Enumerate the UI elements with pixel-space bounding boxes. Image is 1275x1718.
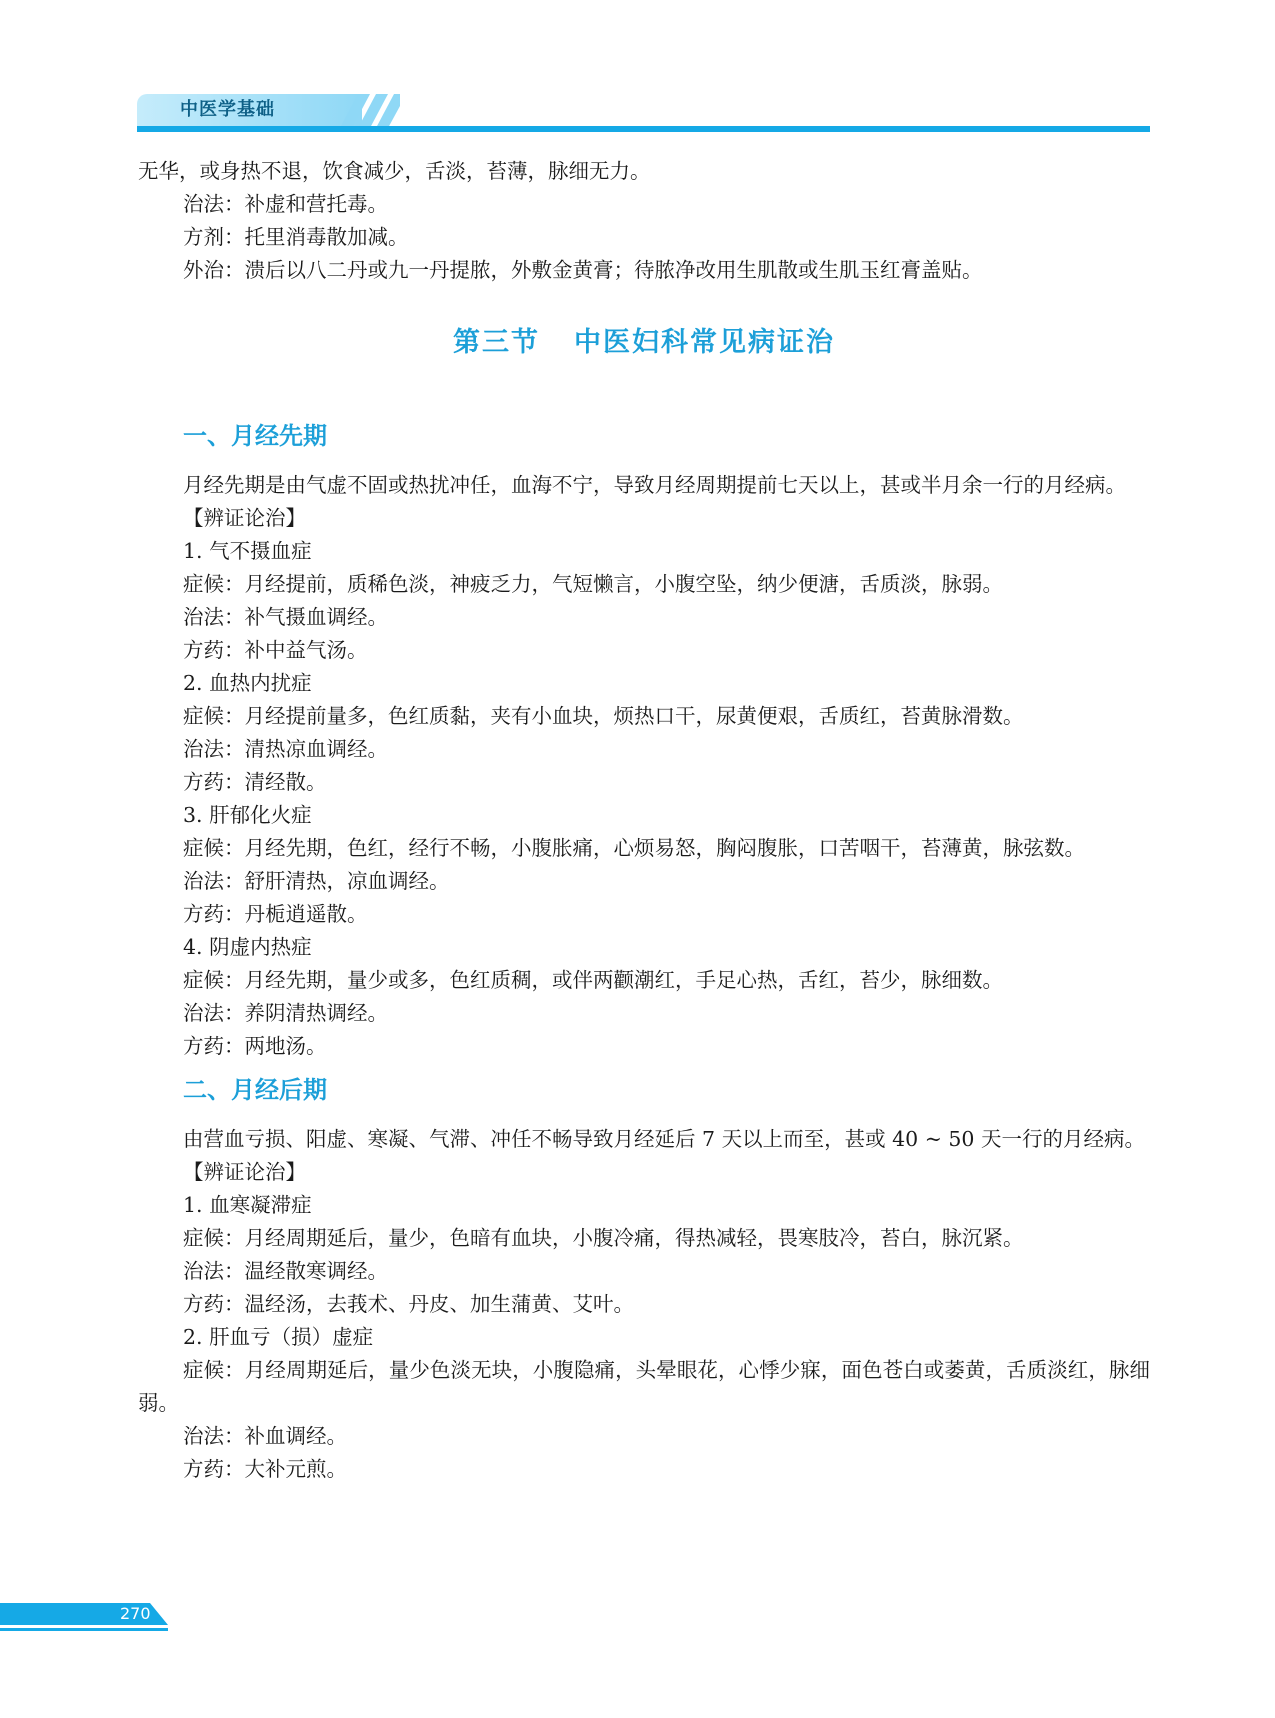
recipe-line: 方药：清经散。	[183, 770, 327, 794]
intro-paragraph: 由营血亏损、阳虚、寒凝、气滞、冲任不畅导致月经延后 7 天以上而至，甚或 40 ~ 50 天一行的月经病。	[183, 1127, 1145, 1151]
text-line: 外治：溃后以八二丹或九一丹提脓，外敷金黄膏；待脓净改用生肌散或生肌玉红膏盖贴。	[183, 258, 983, 282]
recipe-line: 方药：两地汤。	[183, 1034, 327, 1058]
syndrome-name: 4. 阴虚内热症	[183, 935, 312, 959]
syndrome-name: 2. 肝血亏（损）虚症	[183, 1325, 374, 1349]
recipe-line: 方药：补中益气汤。	[183, 638, 368, 662]
book-title: 中医学基础	[180, 99, 275, 120]
header-rule	[137, 126, 1150, 132]
syndrome-name: 2. 血热内扰症	[183, 671, 312, 695]
syndrome-name: 1. 血寒凝滞症	[183, 1193, 312, 1217]
method-line: 治法：补血调经。	[183, 1424, 347, 1448]
symptom-line: 症候：月经提前，质稀色淡，神疲乏力，气短懒言，小腹空坠，纳少便溏，舌质淡，脉弱。	[183, 572, 1003, 596]
intro-paragraph: 月经先期是由气虚不固或热扰冲任，血海不宁，导致月经周期提前七天以上，甚或半月余一行的月经病。	[183, 473, 1126, 497]
symptom-line: 症候：月经先期，量少或多，色红质稠，或伴两颧潮红，手足心热，舌红，苔少，脉细数。	[183, 968, 1003, 992]
bianzheng-heading: 【辨证论治】	[183, 506, 306, 530]
syndrome-name: 1. 气不摄血症	[183, 539, 312, 563]
subsection-title: 二、月经后期	[183, 1076, 327, 1104]
text-line: 治法：补虚和营托毒。	[183, 192, 388, 216]
bianzheng-heading: 【辨证论治】	[183, 1160, 306, 1184]
page-header	[0, 0, 1275, 140]
recipe-line: 方药：丹栀逍遥散。	[183, 902, 368, 926]
symptom-line: 症候：月经先期，色红，经行不畅，小腹胀痛，心烦易怒，胸闷腹胀，口苦咽干，苔薄黄，脉弦数。	[183, 836, 1085, 860]
subsection-title: 一、月经先期	[183, 422, 327, 450]
page-content	[138, 155, 1150, 1486]
method-line: 治法：温经散寒调经。	[183, 1259, 388, 1283]
symptom-line: 症候：月经提前量多，色红质黏，夹有小血块，烦热口干，尿黄便艰，舌质红，苔黄脉滑数。	[183, 704, 1024, 728]
method-line: 治法：养阴清热调经。	[183, 1001, 388, 1025]
symptom-line: 症候：月经周期延后，量少色淡无块，小腹隐痛，头晕眼花，心悸少寐，面色苍白或萎黄，舌质淡红，脉细弱。	[138, 1358, 1150, 1415]
method-line: 治法：清热凉血调经。	[183, 737, 388, 761]
page-footer	[0, 1603, 1275, 1643]
page-number: 270	[120, 1604, 151, 1623]
method-line: 治法：舒肝清热，凉血调经。	[183, 869, 450, 893]
section-name: 中医妇科常见病证治	[574, 327, 835, 358]
section-title	[138, 311, 1150, 409]
symptom-line: 症候：月经周期延后，量少，色暗有血块，小腹冷痛，得热减轻，畏寒肢冷，苔白，脉沉紧。	[183, 1226, 1024, 1250]
syndrome-name: 3. 肝郁化火症	[183, 803, 312, 827]
recipe-line: 方药：大补元煎。	[183, 1457, 347, 1481]
method-line: 治法：补气摄血调经。	[183, 605, 388, 629]
recipe-line: 方药：温经汤，去莪术、丹皮、加生蒲黄、艾叶。	[183, 1292, 634, 1316]
text-line: 无华，或身热不退，饮食减少，舌淡，苔薄，脉细无力。	[138, 159, 651, 183]
section-number: 第三节	[453, 327, 540, 358]
text-line: 方剂：托里消毒散加减。	[183, 225, 409, 249]
header-stripes-decoration	[330, 94, 400, 128]
